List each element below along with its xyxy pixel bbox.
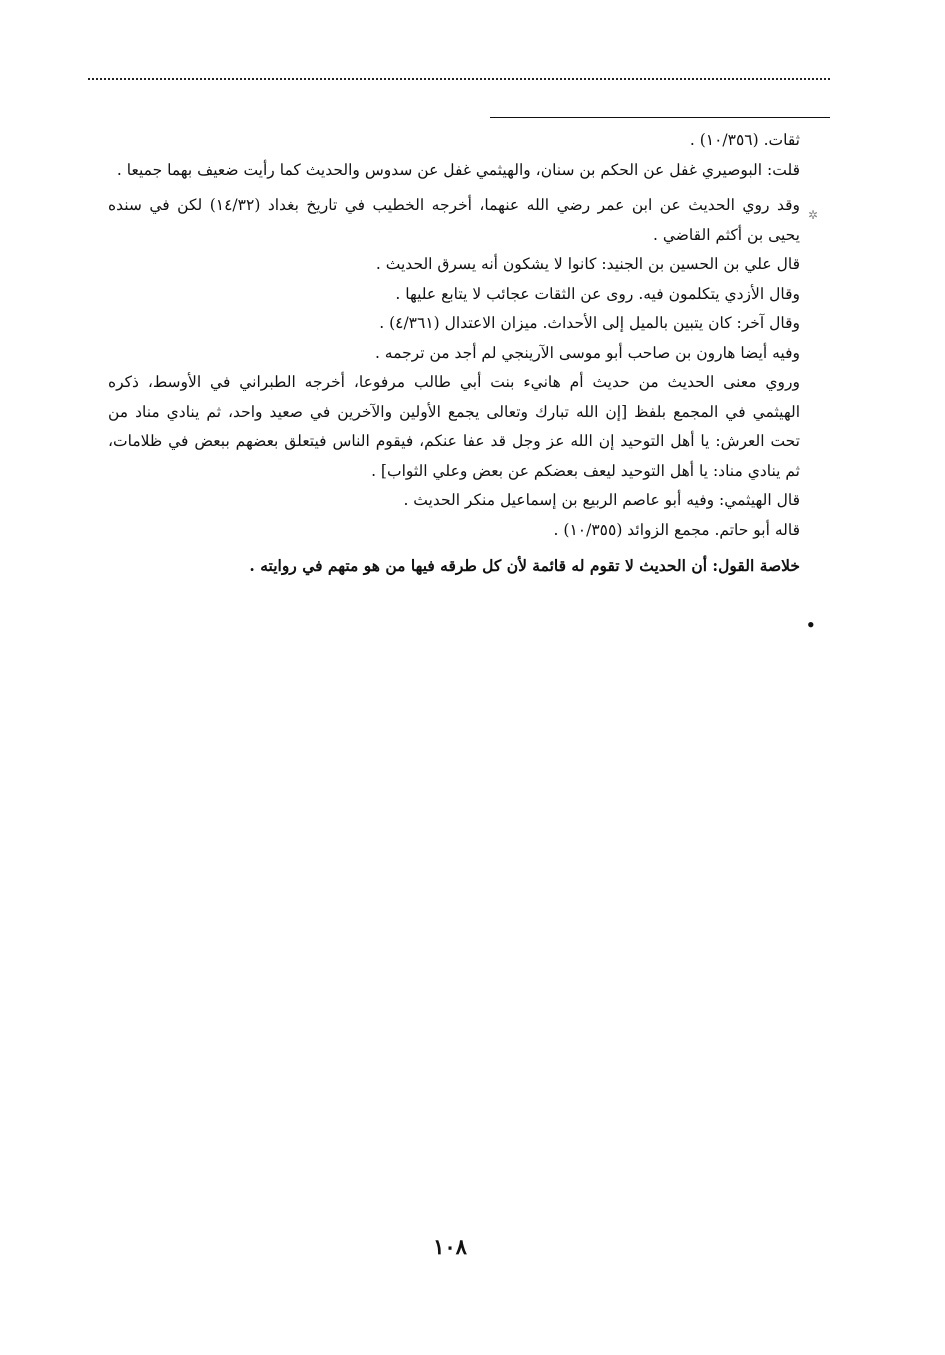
text-line: ثقات. (١٠/٣٥٦) . <box>689 131 800 149</box>
text-line: وقال الأزدي يتكلمون فيه. روى عن الثقات عجائب لا يتابع عليها . <box>395 284 800 303</box>
bullet-icon: • <box>806 616 816 634</box>
text-line: وقال آخر: كان يتبين بالميل إلى الأحداث. ميزان الاعتدال (٤/٣٦١) . <box>379 314 800 332</box>
text-line: تحت العرش: يا أهل التوحيد إن الله عز وجل قد عفا عنكم، فيقوم الناس فيتعلق بعضهم ببعض في ظلامات، <box>108 432 800 450</box>
text-line: الهيثمي في المجمع بلفظ [إن الله تبارك وتعالى يجمع الأولين والآخرين في صعيد واحد، ثم ينادي مناد من <box>108 402 800 421</box>
footnote-text <box>108 126 800 581</box>
page-number: ١٠٨ <box>433 1234 467 1259</box>
footnote-separator-rule <box>490 117 830 118</box>
header-dotted-rule <box>88 78 830 80</box>
text-line: ثم ينادي مناد: يا أهل التوحيد ليعف بعضكم عن بعض وعلي الثواب] . <box>371 461 800 480</box>
conclusion-line: خلاصة القول: أن الحديث لا تقوم له قائمة لأن كل طرقه فيها من هو متهم في روايته . <box>249 556 800 575</box>
text-line: قلت: البوصيري غفل عن الحكم بن سنان، والهيثمي غفل عن سدوس والحديث كما رأيت ضعيف بهما جميعا . <box>116 160 800 179</box>
text-line: وفيه أيضا هارون بن صاحب أبو موسى الآرينجي لم أجد من ترجمه . <box>374 343 800 362</box>
text-line: وقد روي الحديث عن ابن عمر رضي الله عنهما، أخرجه الخطيب في تاريخ بغداد (١٤/٣٢) لكن في سنده <box>108 196 800 214</box>
text-line: يحيى بن أكثم القاضي . <box>652 225 800 244</box>
text-line: قاله أبو حاتم. مجمع الزوائد (١٠/٣٥٥) . <box>553 520 800 539</box>
asterisk-marker-icon: ✲ <box>808 208 819 222</box>
text-line: قال الهيثمي: وفيه أبو عاصم الربيع بن إسماعيل منكر الحديث . <box>403 491 800 509</box>
text-line: وروي معنى الحديث من حديث أم هانيء بنت أبي طالب مرفوعا، أخرجه الطبراني في الأوسط، ذكره <box>108 373 800 391</box>
text-line: قال علي بن الحسين بن الجنيد: كانوا لا يشكون أنه يسرق الحديث . <box>375 255 800 273</box>
